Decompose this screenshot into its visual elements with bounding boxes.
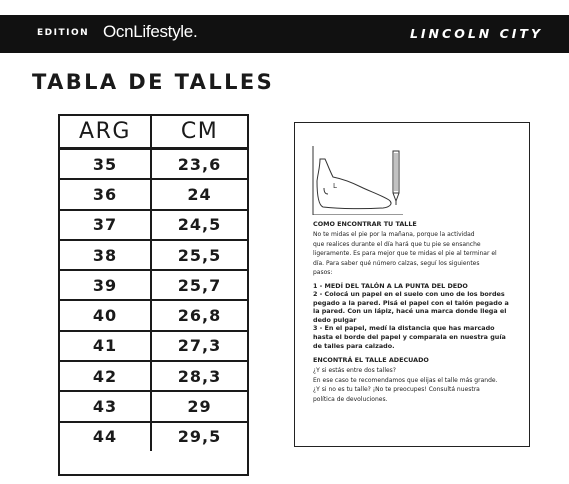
step-text-line: 1 - MEDÍ DEL TALÓN A LA PUNTA DEL DEDO [313, 281, 468, 290]
header-bar [0, 15, 569, 53]
size-row [60, 299, 247, 329]
brand-logo-text: OcnLifestyle. [103, 22, 198, 41]
column-header-arg: ARG [60, 116, 152, 147]
size-row [60, 390, 247, 420]
page-title: TABLA DE TALLES [32, 70, 275, 94]
how-text-line: día. Para saber qué número calzas, seguí los siguientes [313, 259, 480, 267]
column-header-cm: CM [180, 119, 219, 144]
arg-size-cell: 35 [60, 150, 152, 178]
cm-length-cell: 28,3 [177, 366, 222, 386]
how-text-line: No te midas el pie por la mañana, porque la actividad [313, 231, 475, 238]
size-row [60, 239, 247, 269]
step-text-line: 2 - Colocá un papel en el suelo con uno de los bordes [313, 290, 505, 299]
guide-text [313, 220, 525, 404]
how-text-line: ligeramente. Es para mejor que te midas el pie al terminar el [313, 250, 497, 257]
cm-length-cell: 29,5 [177, 427, 222, 447]
step-text-line: 3 - En el papel, medí la distancia que has marcado [313, 324, 495, 333]
size-row [60, 148, 247, 178]
size-row [60, 421, 247, 451]
find-text-line: ¿Y si no es tu talle? ¡No te preocupes! Consultá nuestra [313, 386, 480, 394]
arg-size-cell: 44 [60, 423, 152, 451]
arg-size-cell: 37 [60, 211, 152, 239]
cm-length-cell: 25,7 [177, 275, 222, 295]
arg-size-cell: 43 [60, 392, 152, 420]
find-text-line: En ese caso te recomendamos que elijas el talle más grande. [313, 376, 498, 384]
cm-length-cell: 29 [187, 397, 212, 417]
how-text-line: que realices durante el día hará que tu pie se ensanche [313, 240, 481, 248]
arg-size-cell: 36 [60, 180, 152, 208]
size-row [60, 178, 247, 208]
size-row [60, 360, 247, 390]
how-title: COMO ENCONTRAR TU TALLE [313, 220, 417, 228]
step-text-line: pegado a la pared. Pisá el papel con el talón pegado a [313, 298, 509, 307]
arg-size-cell: 40 [60, 301, 152, 329]
arg-size-cell: 39 [60, 271, 152, 299]
find-paragraph [313, 366, 525, 404]
size-table-header [60, 116, 247, 148]
find-text-line: política de devoluciones. [313, 395, 388, 403]
cm-length-cell: 23,6 [177, 154, 222, 174]
foot-measure-icon [311, 143, 411, 215]
arg-size-cell: 41 [60, 332, 152, 360]
size-row [60, 330, 247, 360]
how-paragraph [313, 230, 525, 278]
cm-length-cell: 25,5 [177, 245, 222, 265]
find-text-line: ¿Y si estás entre dos talles? [313, 367, 396, 375]
cm-length-cell: 24 [187, 184, 212, 204]
step-text-line: dedo pulgar [313, 315, 357, 324]
steps-list [313, 282, 525, 351]
size-row [60, 269, 247, 299]
arg-size-cell: 42 [60, 362, 152, 390]
step-text-line: de talles para calzado. [313, 341, 395, 350]
cm-length-cell: 24,5 [177, 215, 222, 235]
size-table [58, 114, 249, 476]
cm-length-cell: 26,8 [177, 306, 222, 326]
step-text-line: hasta el borde del papel y comparala en nuestra guía [313, 333, 506, 342]
cm-length-cell: 27,3 [177, 336, 222, 356]
illustration-label: L [333, 182, 337, 190]
collection-name: LINCOLN CITY [409, 26, 543, 41]
arg-size-cell: 38 [60, 241, 152, 269]
step-text-line: la pared. Con un lápiz, hacé una marca donde llega el [313, 307, 507, 316]
how-text-line: pasos: [313, 269, 333, 276]
measuring-guide [294, 122, 530, 447]
find-title: ENCONTRÁ EL TALLE ADECUADO [313, 356, 429, 365]
edition-label: EDITION [37, 28, 90, 38]
size-row [60, 209, 247, 239]
